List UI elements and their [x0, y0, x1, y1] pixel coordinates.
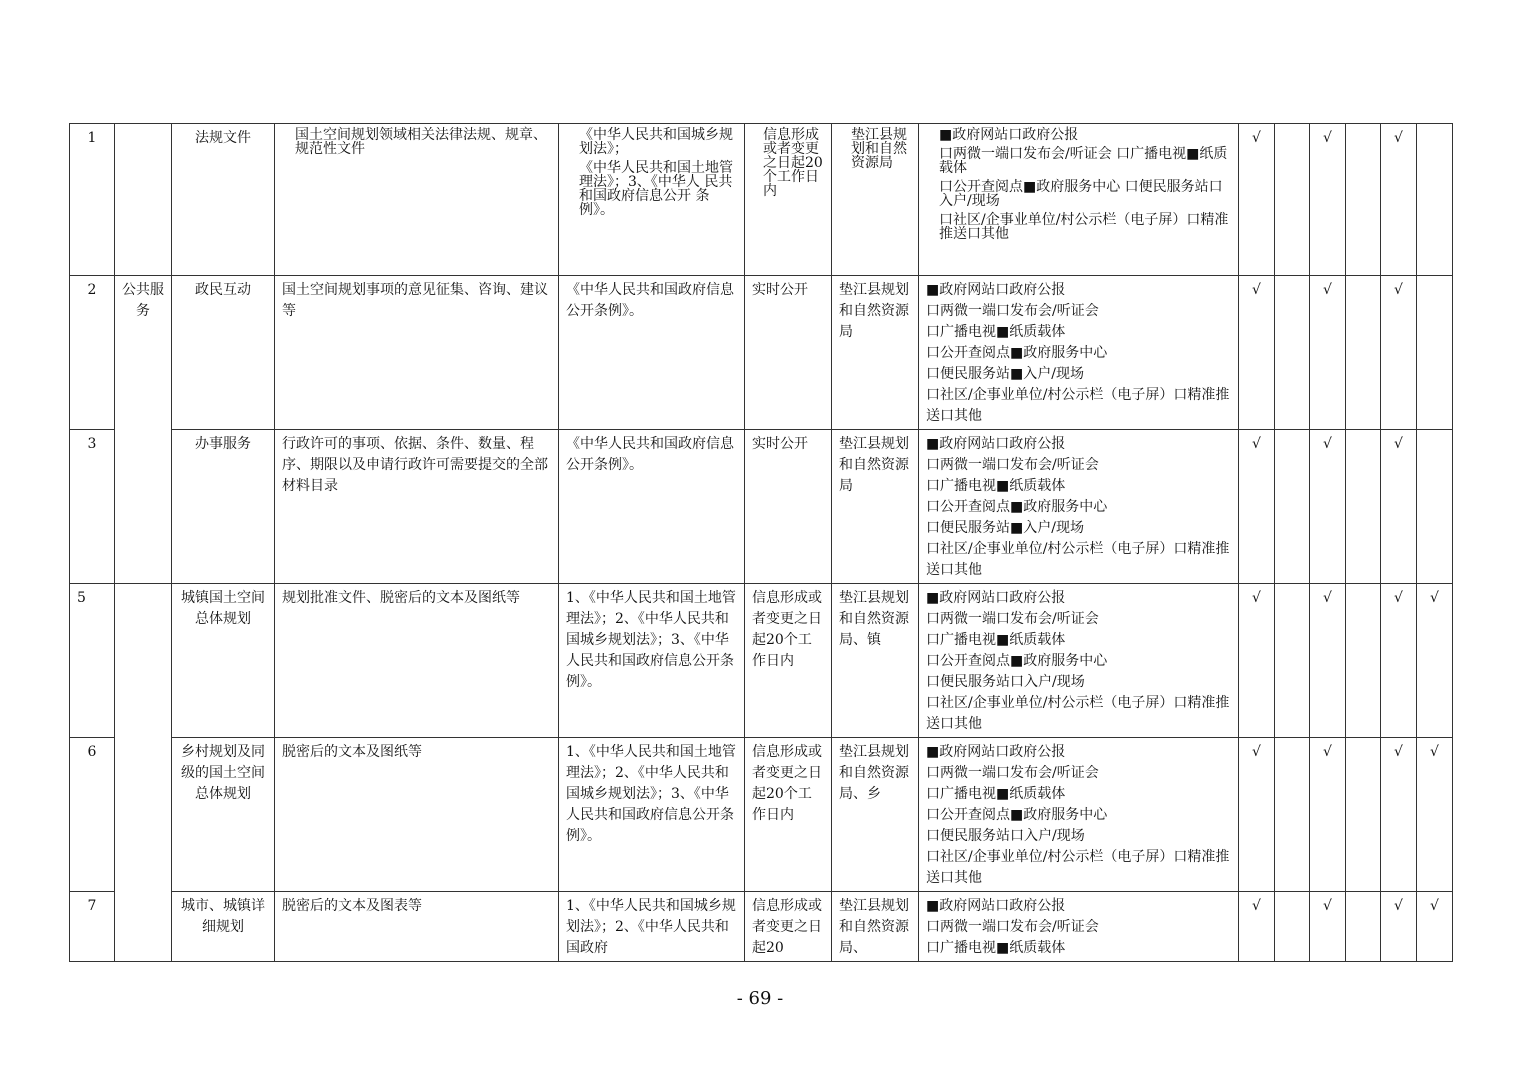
channel-line: 口社区/企事业单位/村公示栏（电子屏）口精准推送口其他 — [939, 212, 1229, 242]
item-content: 脱密后的文本及图表等 — [275, 892, 559, 962]
row-number: 3 — [70, 430, 115, 584]
item-content: 国土空间规划领域相关法律法规、规章、规范性文件 — [275, 124, 559, 276]
check-mark: √ — [1381, 276, 1417, 430]
disclosure-subject: 垫江县规划和自然资源局、 — [832, 892, 919, 962]
row-number: 2 — [70, 276, 115, 430]
table-row — [70, 276, 1453, 430]
basis-line: 1、《中华人民共和国城乡规划法》；2、《中华人民共和国政府 — [566, 898, 736, 956]
item-name: 城市、城镇详细规划 — [172, 892, 275, 962]
check-mark — [1275, 124, 1310, 276]
item-name: 法规文件 — [172, 124, 275, 276]
channel-line: 口便民服务站口入户/现场 — [926, 828, 1085, 844]
channel-line: 口便民服务站■入户/现场 — [926, 366, 1084, 382]
channels-cell — [919, 276, 1239, 430]
disclosure-subject: 垫江县规划和自然资源局、镇 — [832, 584, 919, 738]
basis-cell — [559, 430, 745, 584]
channel-line: 口社区/企事业单位/村公示栏（电子屏）口精准推送口其他 — [926, 541, 1230, 578]
table-row — [70, 124, 1453, 276]
disclosure-time: 实时公开 — [745, 430, 832, 584]
check-mark: √ — [1239, 738, 1275, 892]
item-content: 规划批准文件、脱密后的文本及图纸等 — [275, 584, 559, 738]
check-mark: √ — [1381, 584, 1417, 738]
disclosure-time: 信息形成或者变更之日起20 — [745, 892, 832, 962]
check-mark: √ — [1381, 738, 1417, 892]
channels-cell — [919, 738, 1239, 892]
channels-cell — [919, 892, 1239, 962]
table-row — [70, 738, 1453, 892]
channel-line: 口两微一端口发布会/听证会 口广播电视■纸质载体 — [939, 146, 1228, 176]
page-number: - 69 - — [736, 988, 784, 1009]
basis-cell — [559, 124, 745, 276]
disclosure-subject: 垫江县规划和自然资源局、乡 — [832, 738, 919, 892]
channel-line: 口公开查阅点■政府服务中心 — [926, 345, 1108, 361]
check-mark: √ — [1310, 584, 1346, 738]
check-mark — [1275, 430, 1310, 584]
check-mark: √ — [1239, 430, 1275, 584]
row-number: 5 — [70, 584, 115, 738]
check-mark: √ — [1310, 430, 1346, 584]
row-number: 7 — [70, 892, 115, 962]
channel-line: ■政府网站口政府公报 — [926, 898, 1066, 914]
item-name: 乡村规划及同级的国土空间总体规划 — [172, 738, 275, 892]
check-mark — [1346, 892, 1381, 962]
check-mark — [1346, 276, 1381, 430]
basis-line: 《中华人民共和国政府信息公开条例》。 — [566, 436, 734, 473]
table-row — [70, 584, 1453, 738]
disclosure-subject: 垫江县规划和自然资源局 — [832, 276, 919, 430]
channel-line: 口社区/企事业单位/村公示栏（电子屏）口精准推送口其他 — [926, 695, 1230, 732]
channel-line: ■政府网站口政府公报 — [926, 590, 1066, 606]
item-content: 国土空间规划事项的意见征集、咨询、建议等 — [275, 276, 559, 430]
check-mark — [1275, 584, 1310, 738]
check-mark — [1346, 430, 1381, 584]
check-mark — [1346, 584, 1381, 738]
check-mark — [1275, 276, 1310, 430]
check-mark — [1417, 430, 1453, 584]
channels-cell — [919, 430, 1239, 584]
check-mark — [1275, 892, 1310, 962]
channel-line: 口公开查阅点■政府服务中心 — [926, 653, 1108, 669]
item-name: 政民互动 — [172, 276, 275, 430]
disclosure-time: 信息形成或者变更之日起20个工作日内 — [745, 584, 832, 738]
check-mark — [1346, 124, 1381, 276]
category-cell: 公共服务 — [115, 276, 172, 584]
disclosure-subject: 垫江县规划和自然资源局 — [832, 124, 919, 276]
check-mark: √ — [1381, 892, 1417, 962]
channel-line: 口两微一端口发布会/听证会 — [926, 919, 1099, 935]
channel-line: 口公开查阅点■政府服务中心 口便民服务站口入户/现场 — [939, 179, 1223, 209]
disclosure-table — [69, 123, 1453, 962]
channel-line: 口便民服务站■入户/现场 — [926, 520, 1084, 536]
basis-cell — [559, 892, 745, 962]
item-content: 行政许可的事项、依据、条件、数量、程序、期限以及申请行政许可需要提交的全部材料目录 — [275, 430, 559, 584]
check-mark: √ — [1239, 584, 1275, 738]
check-mark — [1346, 738, 1381, 892]
channel-line: 口便民服务站口入户/现场 — [926, 674, 1085, 690]
check-mark: √ — [1239, 892, 1275, 962]
table-row — [70, 892, 1453, 962]
check-mark: √ — [1381, 430, 1417, 584]
channel-line: 口广播电视■纸质载体 — [926, 632, 1066, 648]
channel-line: 口广播电视■纸质载体 — [926, 478, 1066, 494]
check-mark — [1275, 738, 1310, 892]
check-mark — [1417, 276, 1453, 430]
disclosure-time: 实时公开 — [745, 276, 832, 430]
item-name: 办事服务 — [172, 430, 275, 584]
basis-line: 1、《中华人民共和国土地管理法》；2、《中华人民共和国城乡规划法》；3、《中华人民共和国政府信息公开条例》。 — [566, 744, 736, 844]
channels-cell — [919, 124, 1239, 276]
basis-line: 1、《中华人民共和国土地管理法》；2、《中华人民共和国城乡规划法》；3、《中华人民共和国政府信息公开条例》。 — [566, 590, 736, 690]
table-row — [70, 430, 1453, 584]
check-mark: √ — [1417, 892, 1453, 962]
row-number: 1 — [70, 124, 115, 276]
row-number: 6 — [70, 738, 115, 892]
basis-line: 《中华人民共和国政府信息公开条例》。 — [566, 282, 734, 319]
category-cell-top — [115, 124, 172, 276]
basis-cell — [559, 276, 745, 430]
channel-line: 口两微一端口发布会/听证会 — [926, 611, 1099, 627]
check-mark — [1417, 124, 1453, 276]
channel-line: 口两微一端口发布会/听证会 — [926, 303, 1099, 319]
basis-line: 《中华人民共和国土地管理法》；3、《中华人 民共和国政府信息公开 条例》。 — [579, 160, 733, 218]
channel-line: 口社区/企事业单位/村公示栏（电子屏）口精准推送口其他 — [926, 387, 1230, 424]
check-mark: √ — [1310, 124, 1346, 276]
check-mark: √ — [1381, 124, 1417, 276]
check-mark: √ — [1417, 584, 1453, 738]
channel-line: 口广播电视■纸质载体 — [926, 786, 1066, 802]
channel-line: 口公开查阅点■政府服务中心 — [926, 499, 1108, 515]
disclosure-time: 信息形成或者变更之日起20个工作日内 — [745, 738, 832, 892]
channel-line: ■政府网站口政府公报 — [926, 436, 1066, 452]
disclosure-subject: 垫江县规划和自然资源局 — [832, 430, 919, 584]
check-mark: √ — [1310, 892, 1346, 962]
channel-line: 口两微一端口发布会/听证会 — [926, 765, 1099, 781]
channels-cell — [919, 584, 1239, 738]
channel-line: 口广播电视■纸质载体 — [926, 940, 1066, 956]
channel-line: 口两微一端口发布会/听证会 — [926, 457, 1099, 473]
check-mark: √ — [1310, 738, 1346, 892]
channel-line: ■政府网站口政府公报 — [939, 127, 1079, 143]
channel-line: ■政府网站口政府公报 — [926, 282, 1066, 298]
disclosure-time: 信息形成或者变更之日起20个工作日内 — [745, 124, 832, 276]
channel-line: 口公开查阅点■政府服务中心 — [926, 807, 1108, 823]
item-content: 脱密后的文本及图纸等 — [275, 738, 559, 892]
basis-cell — [559, 584, 745, 738]
category-cell-empty — [115, 584, 172, 962]
item-name: 城镇国土空间总体规划 — [172, 584, 275, 738]
check-mark: √ — [1239, 124, 1275, 276]
check-mark: √ — [1239, 276, 1275, 430]
basis-cell — [559, 738, 745, 892]
channel-line: 口广播电视■纸质载体 — [926, 324, 1066, 340]
channel-line: ■政府网站口政府公报 — [926, 744, 1066, 760]
channel-line: 口社区/企事业单位/村公示栏（电子屏）口精准推送口其他 — [926, 849, 1230, 886]
basis-line: 《中华人民共和国城乡规划法》； — [579, 127, 733, 157]
check-mark: √ — [1417, 738, 1453, 892]
check-mark: √ — [1310, 276, 1346, 430]
